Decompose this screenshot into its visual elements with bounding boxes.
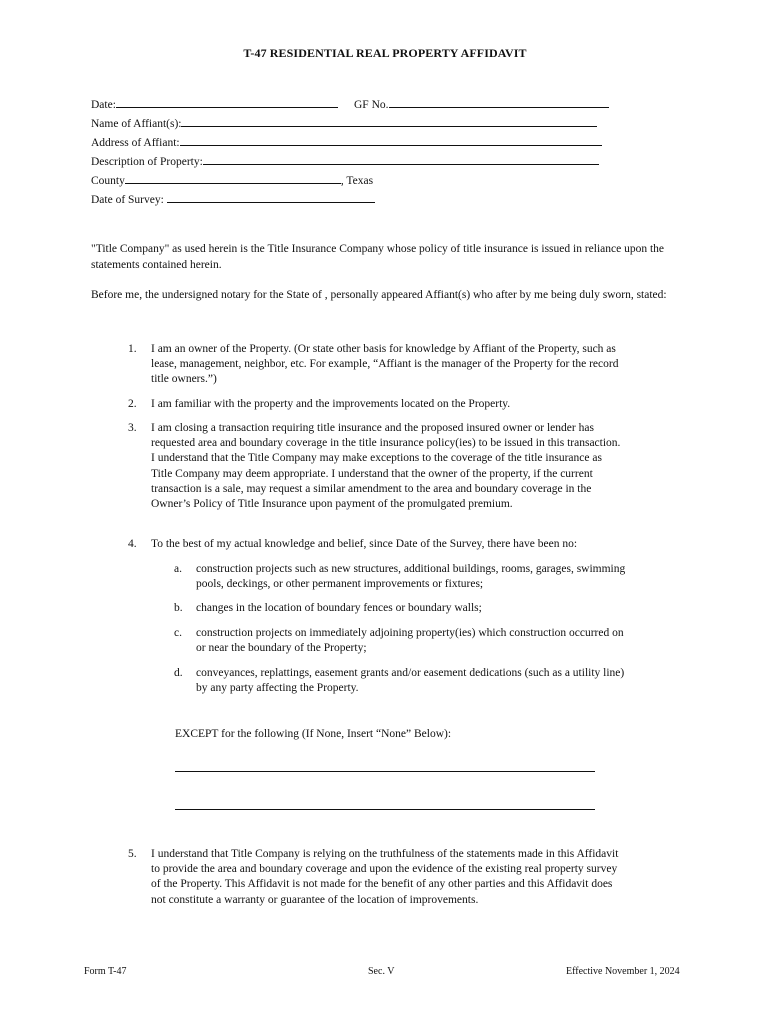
footer-section: Sec. V (368, 966, 395, 977)
except-line-2[interactable] (175, 809, 595, 810)
gf-row (354, 95, 609, 115)
name-row (91, 114, 597, 134)
item-text: I understand that Title Company is relying on the truthfulness of the statements made in this Affidavit to provide the area and boundary coverage and upon the evidence of the existing real property survey of the Property. This Affidavit is not made for the benefit of any other parties and this Affidavit does not constitute a warranty or guarantee of the location of improvements. (151, 848, 619, 906)
except-line-1[interactable] (175, 771, 595, 772)
except-label: EXCEPT for the following (If None, Insert “None” Below): (175, 728, 452, 740)
address-label: Address of Affiant: (91, 137, 180, 149)
gf-label: GF No. (354, 99, 389, 111)
notary-statement (91, 288, 691, 304)
document-title: T-47 RESIDENTIAL REAL PROPERTY AFFIDAVIT (243, 46, 527, 60)
county-field[interactable] (125, 171, 341, 184)
property-description-field[interactable] (203, 152, 599, 165)
notary-after: , personally appeared Affiant(s) who after by me being duly sworn, stated: (324, 289, 667, 301)
footer-effective-date: Effective November 1, 2024 (566, 966, 680, 977)
survey-label: Date of Survey: (91, 194, 164, 206)
notary-before: Before me, the undersigned notary for the State of (91, 289, 322, 301)
date-field[interactable] (116, 95, 338, 108)
item-text: I am an owner of the Property. (Or state other basis for knowledge by Affiant of the Property, such as lease, management, neighbor, etc. For example, “Affiant is the manager of the Property for the record title owners.”) (151, 343, 619, 386)
date-label: Date: (91, 99, 116, 111)
item-number: 4. (128, 538, 137, 550)
item-text: I am familiar with the property and the improvements located on the Property. (151, 398, 511, 410)
subitem-letter: a. (174, 563, 182, 575)
subitem-letter: d. (174, 667, 183, 679)
item-text: To the best of my actual knowledge and belief, since Date of the Survey, there have been no: (151, 538, 578, 550)
item-number: 1. (128, 343, 137, 355)
gf-number-field[interactable] (389, 95, 609, 108)
texas-suffix: , Texas (340, 175, 374, 187)
title-company-definition: "Title Company" as used herein is the Title Insurance Company whose policy of title insurance is issued in reliance upon the statements contained herein. (91, 243, 665, 271)
affiant-address-field[interactable] (180, 133, 602, 146)
subitem-text: construction projects such as new structures, additional buildings, rooms, garages, swimming pools, deckings, or other permanent improvements or fixtures; (196, 563, 626, 591)
subitem-letter: c. (174, 627, 182, 639)
subitem-text: construction projects on immediately adjoining property(ies) which construction occurred on or near the boundary of the Property; (196, 627, 624, 655)
footer-form-number: Form T-47 (84, 966, 127, 977)
address-row (91, 133, 602, 153)
affiant-name-field[interactable] (181, 114, 597, 127)
item-text: I am closing a transaction requiring title insurance and the proposed insured owner or lender has requested area and boundary coverage in the title insurance policy(ies) to be issued in this transaction. I understand that the Title Company may make exceptions to the coverage of the title insurance as Title Company may deem appropriate. I understand that the owner of the property, if the current transaction is a sale, may request a similar amendment to the area and boundary coverage in the Owner’s Policy of Title Insurance upon payment of the promulgated premium. (151, 422, 621, 511)
survey-date-field[interactable] (167, 190, 375, 203)
description-row (91, 152, 599, 172)
date-row (91, 95, 338, 115)
description-label: Description of Property: (91, 156, 203, 168)
item-number: 5. (128, 848, 137, 860)
item-number: 3. (128, 422, 137, 434)
item-number: 2. (128, 398, 137, 410)
subitem-text: conveyances, replattings, easement grants and/or easement dedications (such as a utility line) by any party affecting the Property. (196, 667, 625, 695)
subitem-letter: b. (174, 602, 183, 614)
name-label: Name of Affiant(s): (91, 118, 182, 130)
county-label: County (91, 175, 125, 187)
subitem-text: changes in the location of boundary fences or boundary walls; (196, 602, 482, 614)
survey-row (91, 190, 375, 210)
county-row (91, 171, 373, 191)
